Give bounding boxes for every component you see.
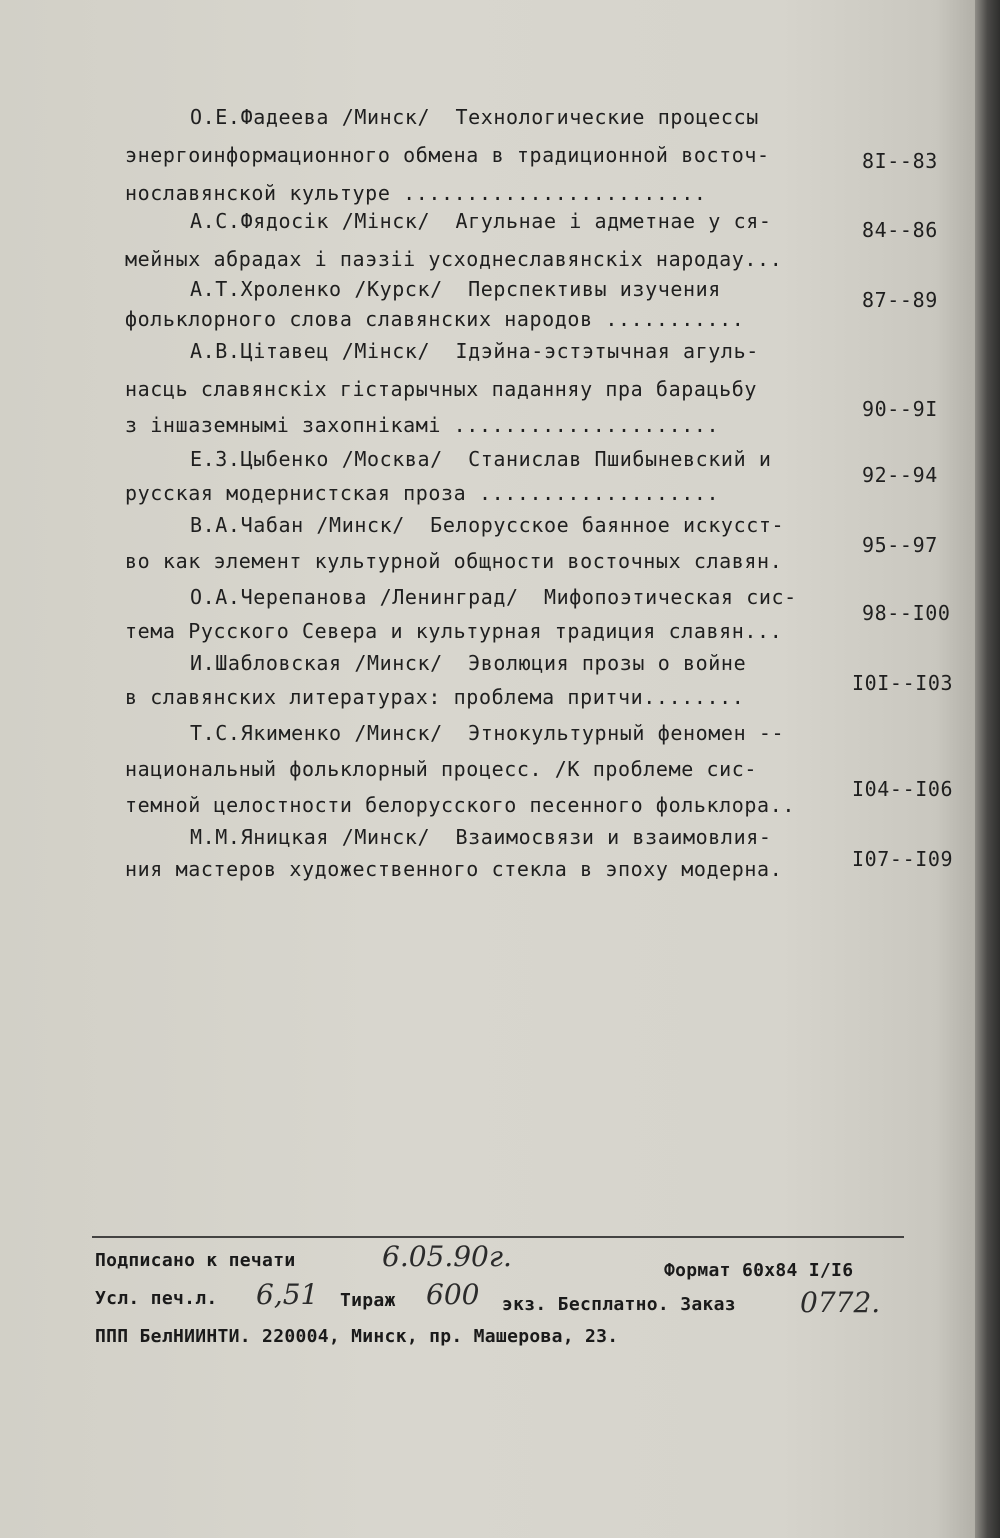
imprint-format: Формат 60х84 I/I6 xyxy=(664,1260,854,1281)
entry-2-pages: 87--89 xyxy=(862,288,938,312)
entry-2-line-0: А.Т.Хроленко /Курск/ Перспективы изучения xyxy=(190,277,721,301)
entry-3-line-1: насць славянскіх гістарычных паданняу пра барацьбу xyxy=(125,377,758,401)
entry-6-line-0: О.А.Черепанова /Ленинград/ Мифопоэтическая сис- xyxy=(190,585,797,609)
imprint-print-sheets: 6,51 xyxy=(256,1278,319,1311)
entry-8-line-2: темной целостности белорусского песенного фольклора.. xyxy=(125,793,795,817)
entry-7-line-0: И.Шабловская /Минск/ Эволюция прозы о войне xyxy=(190,651,747,675)
entry-7-line-1: в славянских литературах: проблема притчи........ xyxy=(125,685,745,709)
entry-5-pages: 95--97 xyxy=(862,533,938,557)
imprint-signed-date: 6.05.90г. xyxy=(382,1240,512,1273)
imprint-signed-label: Подписано к печати xyxy=(95,1250,296,1271)
entry-8-line-1: национальный фольклорный процесс. /К проблеме сис- xyxy=(125,757,758,781)
entry-3-pages: 90--9I xyxy=(862,397,938,421)
entry-3-line-2: з іншаземнымі захопнікамі ..................... xyxy=(125,413,720,437)
entry-9-pages: I07--I09 xyxy=(852,847,954,871)
entry-4-pages: 92--94 xyxy=(862,463,938,487)
entry-1-line-0: А.С.Фядосік /Мінск/ Агульнае і адметнае у ся- xyxy=(190,209,772,233)
entry-8-line-0: Т.С.Якименко /Минск/ Этнокультурный феномен -- xyxy=(190,721,785,745)
entry-6-line-1: тема Русского Севера и культурная традиция славян... xyxy=(125,619,783,643)
entry-0-line-1: энергоинформационного обмена в традиционной восточ- xyxy=(125,143,770,167)
entry-4-line-0: Е.З.Цыбенко /Москва/ Станислав Пшибыневский и xyxy=(190,447,772,471)
entry-4-line-1: русская модернистская проза ................... xyxy=(125,481,720,505)
imprint-publisher: ППП БелНИИНТИ. 220004, Минск, пр. Машерова, 23. xyxy=(95,1326,619,1347)
entry-7-pages: I0I--I03 xyxy=(852,671,954,695)
imprint-divider xyxy=(92,1236,904,1238)
imprint-sheets-label: Усл. печ.л. xyxy=(95,1288,218,1309)
imprint-run-label: Тираж xyxy=(340,1290,396,1311)
entry-0-line-2: нославянской культуре ........................ xyxy=(125,181,707,205)
entry-9-line-0: М.М.Яницкая /Минск/ Взаимосвязи и взаимовлия- xyxy=(190,825,772,849)
entry-9-line-1: ния мастеров художественного стекла в эпоху модерна. xyxy=(125,857,783,881)
entry-3-line-0: А.В.Цітавец /Мінск/ Ідэйна-эстэтычная агуль- xyxy=(190,339,759,363)
page-edge-shadow xyxy=(975,0,1000,1538)
imprint-run-count: 600 xyxy=(426,1278,480,1311)
imprint-order-number: 0772. xyxy=(800,1286,881,1319)
entry-0-line-0: О.Е.Фадеева /Минск/ Технологические процессы xyxy=(190,105,759,129)
entry-2-line-1: фольклорного слова славянских народов ........... xyxy=(125,307,745,331)
entry-1-line-1: мейных абрадах і паэзіі усходнеславянскіх народау... xyxy=(125,247,783,271)
entry-0-pages: 8I--83 xyxy=(862,149,938,173)
entry-5-line-1: во как элемент культурной общности восточных славян. xyxy=(125,549,783,573)
entry-6-pages: 98--I00 xyxy=(862,601,951,625)
entry-5-line-0: В.А.Чабан /Минск/ Белорусское баянное искусст- xyxy=(190,513,785,537)
imprint-run-rest: экз. Бесплатно. Заказ xyxy=(502,1294,736,1315)
entry-8-pages: I04--I06 xyxy=(852,777,954,801)
entry-1-pages: 84--86 xyxy=(862,218,938,242)
